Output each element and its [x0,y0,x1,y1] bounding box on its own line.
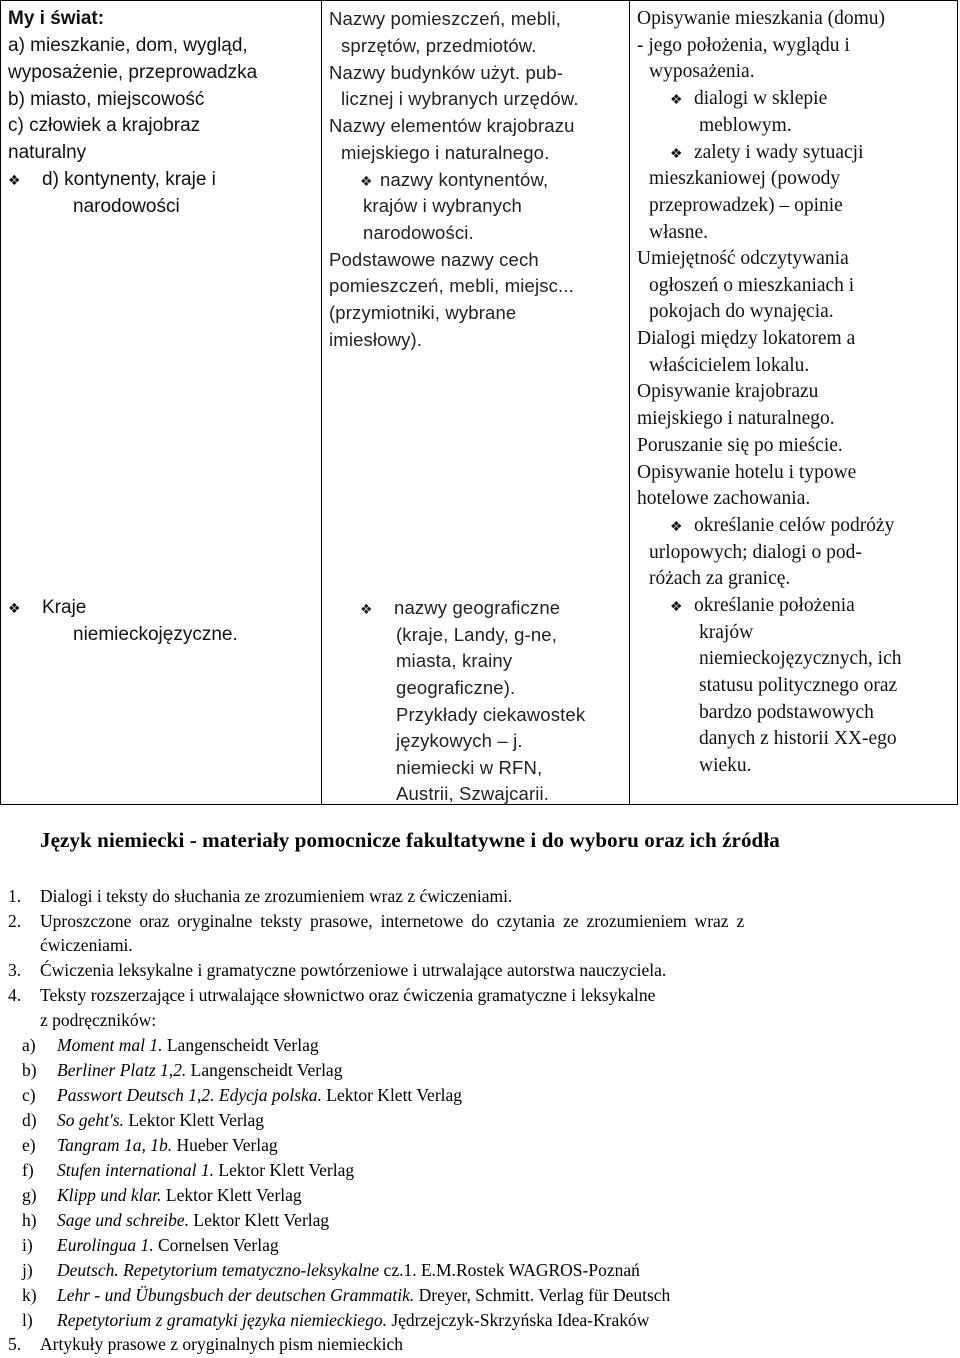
skill-line: własne. [649,222,709,243]
vocab-line: Przykłady ciekawostek [396,704,586,725]
diamond-bullet-icon: ❖ [670,147,683,162]
diamond-bullet-icon: ❖ [8,600,21,616]
topic-title: My i świat: [8,8,105,29]
vocab-bullet-line: ❖ nazwy kontynentów, [360,167,548,195]
topic-line: b) miasto, miejscowość [8,89,205,110]
vocab-line: Nazwy elementów krajobrazu [329,115,575,136]
skill-line: mieszkaniowej (powody [649,168,841,189]
vocab-line: Austrii, Szwajcarii. [396,783,550,804]
vocab-line: licznej i wybranych urzędów. [341,88,579,109]
book-entry: Moment mal 1. Langenscheidt Verlag [57,1035,319,1055]
vocab-line: Nazwy pomieszczeń, mebli, [329,8,561,29]
book-entry: Passwort Deutsch 1,2. Edycja polska. Lektor Klett Verlag [57,1085,463,1105]
topic-bullet-line: ❖ Kraje [8,595,86,622]
column-skills [630,1,959,804]
skill-line: przeprowadzek) – opinie [649,195,843,216]
book-letter: d) [22,1110,37,1130]
book-letter: e) [22,1135,36,1155]
book-entry: Sage und schreibe. Lektor Klett Verlag [57,1210,330,1230]
skill-line: statusu politycznego oraz [699,675,898,696]
skill-line: niemieckojęzycznych, ich [699,648,902,669]
vocab-line: niemiecki w RFN, [396,757,543,778]
column-topics [1,1,321,804]
skill-line: - jego położenia, wyglądu i [637,35,850,56]
book-letter: f) [22,1160,34,1180]
diamond-bullet-icon: ❖ [670,600,683,615]
skill-line: Umiejętność odczytywania [637,248,849,269]
skill-line: ogłoszeń o mieszkaniach i [649,275,855,296]
book-letter: g) [22,1185,37,1205]
book-entry: Klipp und klar. Lektor Klett Verlag [57,1185,302,1205]
book-entry: Tangram 1a, 1b. Hueber Verlag [57,1135,278,1155]
diamond-bullet-icon: ❖ [360,173,373,189]
vocab-line: geograficzne). [396,677,516,698]
diamond-bullet-icon: ❖ [670,520,683,535]
list-number: 5. [8,1334,22,1354]
book-letter: a) [22,1035,36,1055]
vocab-line: imiesłowy). [329,329,423,350]
diamond-bullet-icon: ❖ [360,601,373,617]
topic-line: c) człowiek a krajobraz [8,115,201,136]
book-entry: Repetytorium z gramatyki języka niemieckiego. Jędrzejczyk-Skrzyńska Idea-Kraków [57,1310,650,1330]
skill-line: Opisywanie hotelu i typowe [637,462,857,483]
skill-line: meblowym. [699,115,792,136]
skill-line: różach za granicę. [649,568,791,589]
skill-line: wieku. [699,755,752,776]
skill-line: urlopowych; dialogi o pod- [649,542,862,563]
list-item: Ćwiczenia leksykalne i gramatyczne powtórzeniowe i utrwalające autorstwa nauczyciela. [40,960,667,980]
skill-line: Poruszanie się po mieście. [637,435,843,456]
topic-line: niemieckojęzyczne. [73,624,238,645]
skill-bullet-line: ❖ dialogi w sklepie [670,86,827,115]
skill-line: hotelowe zachowania. [637,488,811,509]
skill-line: pokojach do wynajęcia. [649,301,834,322]
vocab-line: (przymiotniki, wybrane [329,302,517,323]
skill-line: wyposażenia. [649,61,755,82]
vocab-line: językowych – j. [396,730,523,751]
book-entry: Eurolingua 1. Cornelsen Verlag [57,1235,279,1255]
skill-line: miejskiego i naturalnego. [637,408,835,429]
book-letter: h) [22,1210,37,1230]
book-entry: Lehr - und Übungsbuch der deutschen Grammatik. Dreyer, Schmitt. Verlag für Deutsch [57,1285,671,1305]
vocab-line: Nazwy budynków użyt. pub- [329,62,564,83]
book-letter: j) [22,1260,33,1280]
book-letter: l) [22,1310,33,1330]
section-heading: Język niemiecki - materiały pomocnicze fakultatywne i do wyboru oraz ich źródła [40,828,780,852]
book-entry: Berliner Platz 1,2. Langenscheidt Verlag [57,1060,343,1080]
vocab-line: sprzętów, przedmiotów. [341,35,537,56]
vocab-line: Podstawowe nazwy cech [329,249,539,270]
skill-line: właścicielem lokalu. [649,355,810,376]
vocab-line: krajów i wybranych [363,195,522,216]
skill-bullet-line: ❖ określanie celów podróży [670,513,894,542]
topic-line: naturalny [8,142,87,163]
vocab-line: narodowości. [363,222,474,243]
book-letter: b) [22,1060,37,1080]
list-number: 2. [8,911,22,931]
book-entry: Stufen international 1. Lektor Klett Verlag [57,1160,355,1180]
vocab-bullet-line: ❖ nazwy geograficzne [360,595,560,623]
list-number: 3. [8,960,22,980]
skill-line: Opisywanie krajobrazu [637,381,819,402]
list-number: 4. [8,985,22,1005]
vocab-line: miejskiego i naturalnego. [341,142,550,163]
vocab-line: pomieszczeń, mebli, miejsc... [329,275,574,296]
skill-line: Dialogi między lokatorem a [637,328,856,349]
vocab-line: miasta, krainy [396,650,513,671]
book-letter: i) [22,1235,33,1255]
vocab-line: (kraje, Landy, g-ne, [396,624,558,645]
list-item: Dialogi i teksty do słuchania ze zrozumieniem wraz z ćwiczeniami. [40,886,513,906]
topic-line: wyposażenie, przeprowadzka [8,62,258,83]
book-entry: Deutsch. Repetytorium tematyczno-leksykalne cz.1. E.M.Rostek WAGROS-Poznań [57,1260,640,1280]
diamond-bullet-icon: ❖ [670,93,683,108]
diamond-bullet-icon: ❖ [8,172,21,188]
list-item: Teksty rozszerzające i utrwalające słownictwo oraz ćwiczenia gramatyczne i leksykalne [40,985,656,1005]
list-number: 1. [8,886,22,906]
book-letter: k) [22,1285,37,1305]
book-entry: So geht's. Lektor Klett Verlag [57,1110,265,1130]
skill-bullet-line: ❖ określanie położenia [670,593,855,622]
list-item: Uproszczone oraz oryginalne teksty prasowe, internetowe do czytania ze zrozumieniem wraz z [40,911,745,931]
topic-line: narodowości [73,196,180,217]
list-item-continuation: ćwiczeniami. [40,935,133,955]
column-vocabulary [322,1,629,804]
topic-line: a) mieszkanie, dom, wygląd, [8,35,248,56]
skill-line: krajów [699,622,754,643]
skill-line: bardzo podstawowych [699,702,874,723]
skill-line: Opisywanie mieszkania (domu) [637,8,886,29]
list-item: Artykuły prasowe z oryginalnych pism niemieckich [40,1334,404,1354]
topic-bullet-line: ❖ d) kontynenty, kraje i [8,167,216,194]
skill-bullet-line: ❖ zalety i wady sytuacji [670,140,863,169]
skill-line: danych z historii XX-ego [699,728,897,749]
list-item-continuation: z podręczników: [40,1010,157,1030]
book-letter: c) [22,1085,36,1105]
